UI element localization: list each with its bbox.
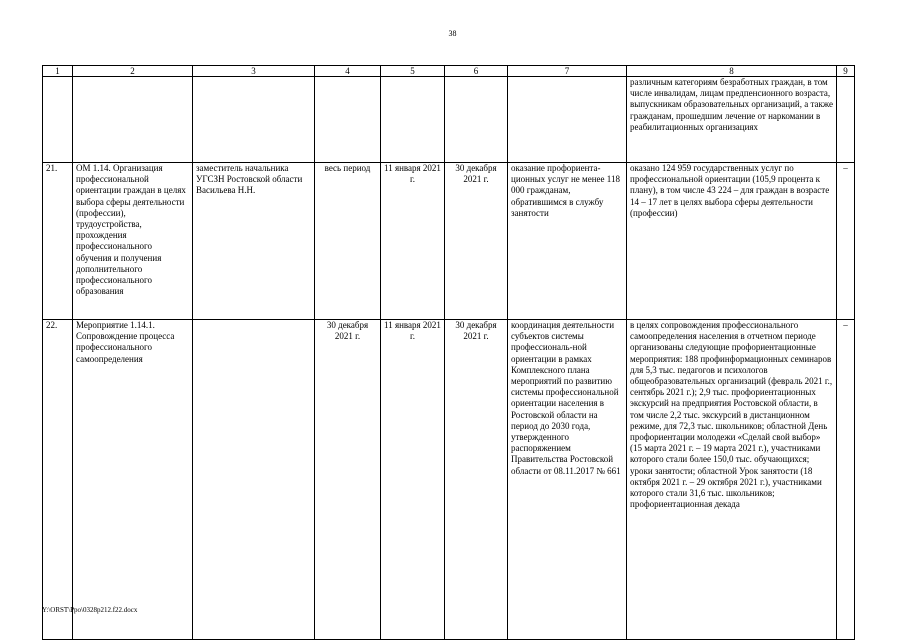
row-number: 22.	[43, 320, 73, 640]
report-table	[42, 65, 855, 640]
start-date-cell: 11 января 2021 г.	[381, 163, 445, 320]
notes-cell: –	[837, 320, 855, 640]
column-number: 4	[315, 66, 381, 77]
actual-result-cell: оказано 124 959 государственных услуг по профессиональной ориентации (105,9 процента к плану), в том числе 43 224 – для граждан в возрасте 14 – 17 лет в целях выбора сферы деятельности (профессии)	[627, 163, 837, 320]
table-cell	[381, 77, 445, 163]
table-cell	[508, 77, 627, 163]
expected-result-cell: оказание профориента-ционных услуг не менее 118 000 гражданам, обратившимся в службу занятости	[508, 163, 627, 320]
end-date-cell: 30 декабря 2021 г.	[445, 163, 508, 320]
column-number: 3	[193, 66, 315, 77]
column-number: 2	[73, 66, 193, 77]
table-header-row	[43, 66, 855, 77]
event-name-cell: Мероприятие 1.14.1. Сопровождение процесса профессионального самоопределения	[73, 320, 193, 640]
expected-result-cell: координация деятельности субъектов системы профессиональ-ной ориентации в рамках Комплексного плана мероприятий по развитию системы профессиональной ориентации населения в Ростовской области на период до 2030 года, утвержденного распоряжением Правительства Ростовской области от 08.11.2017 № 661	[508, 320, 627, 640]
result-cell: различным категориям безработных граждан, в том числе инвалидам, лицам предпенсионного возраста, выпускникам образовательных организаций, а также гражданам, прошедшим лечение от наркомании в реабилитационных организациях	[627, 77, 837, 163]
event-name-cell: ОМ 1.14. Организация профессиональной ориентации граждан в целях выбора сферы деятельности (профессии), трудоустройства, прохождения профессионального обучения и получения дополнительного профессионального образования	[73, 163, 193, 320]
file-path-footer: Y:\ORST\Ppo\0328p212.f22.docx	[42, 606, 138, 614]
responsible-cell: заместитель начальника УГСЗН Ростовской области Васильева Н.Н.	[193, 163, 315, 320]
table-cell	[193, 77, 315, 163]
column-number: 7	[508, 66, 627, 77]
notes-cell: –	[837, 163, 855, 320]
table-row	[43, 163, 855, 320]
column-number: 5	[381, 66, 445, 77]
table-row	[43, 320, 855, 640]
actual-result-cell: в целях сопровождения профессионального самоопределения населения в отчетном периоде организованы следующие профориентационные мероприятия: 188 профинформационных семинаров для 5,3 тыс. педагогов и психологов общеобразовательных организаций (февраль 2021 г., сентябрь 2021 г.); 2,9 тыс. профориентационных экскурсий на предприятия Ростовской области, в том числе 2,2 тыс. экскурсий в дистанционном режиме, для 72,3 тыс. школьников; областной День профориентации молодежи «Сделай свой выбор» (15 марта 2021 г. – 19 марта 2021 г.), участниками которого стали более 150,0 тыс. обучающихся; уроки занятости; областной Урок занятости (18 октября 2021 г. – 29 октября 2021 г.), участниками которого стали 31,6 тыс. школьников; профориентационная декада	[627, 320, 837, 640]
column-number: 8	[627, 66, 837, 77]
table-cell	[837, 77, 855, 163]
table-cell	[445, 77, 508, 163]
page-number: 38	[448, 29, 457, 38]
deadline-cell: весь период	[315, 163, 381, 320]
row-number: 21.	[43, 163, 73, 320]
end-date-cell: 30 декабря 2021 г.	[445, 320, 508, 640]
table-cell	[315, 77, 381, 163]
column-number: 9	[837, 66, 855, 77]
deadline-cell: 30 декабря 2021 г.	[315, 320, 381, 640]
table-row-continuation	[43, 77, 855, 163]
column-number: 1	[43, 66, 73, 77]
responsible-cell	[193, 320, 315, 640]
column-number: 6	[445, 66, 508, 77]
start-date-cell: 11 января 2021 г.	[381, 320, 445, 640]
table-cell	[73, 77, 193, 163]
table-cell	[43, 77, 73, 163]
